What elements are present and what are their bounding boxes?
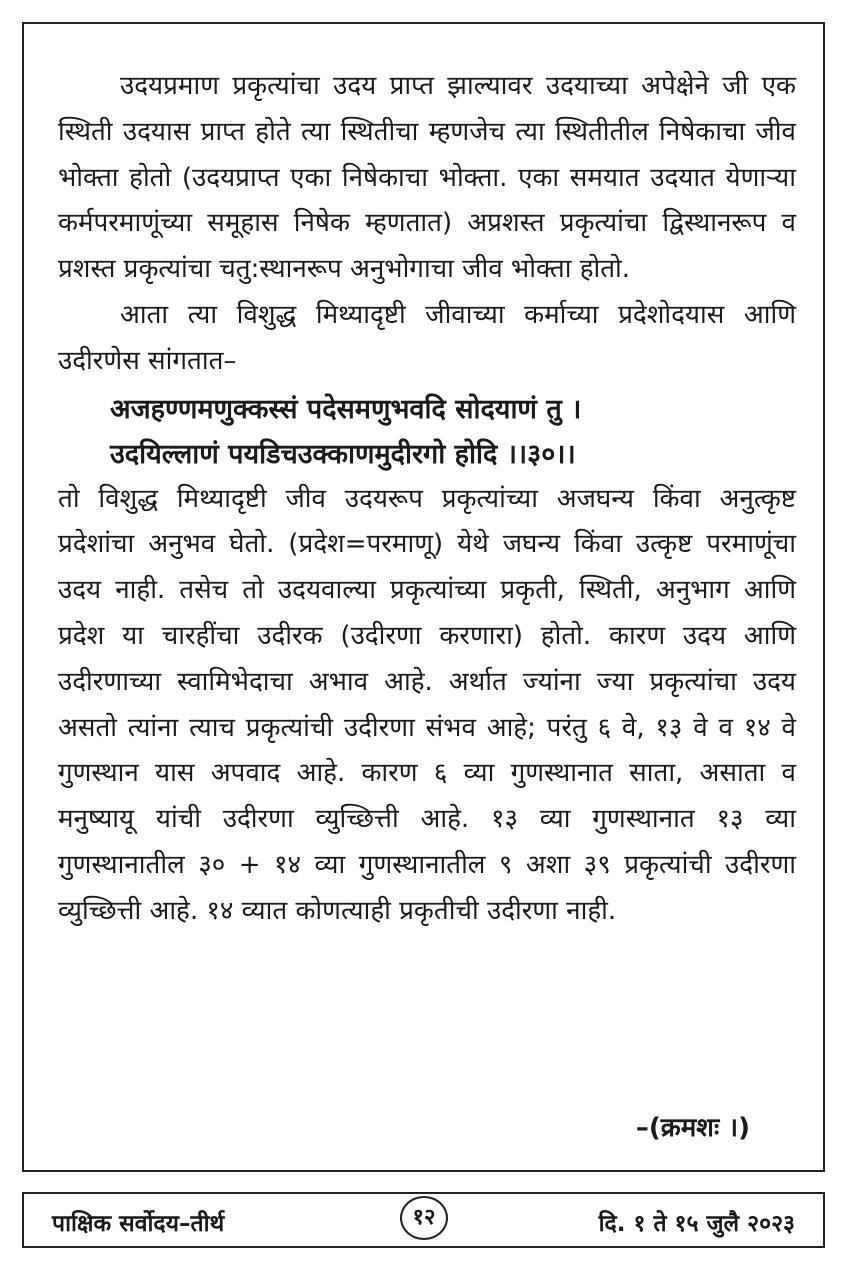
verse-line-2: उदयिल्लाणं पयडिचउक्काणमुदीरगो होदि ।।३०।। <box>110 438 576 470</box>
content-frame <box>22 22 825 1172</box>
article-body <box>58 64 796 935</box>
verse <box>58 387 796 477</box>
continued-note: –(क्रमशः ।) <box>635 1113 750 1143</box>
paragraph-3: तो विशुद्ध मिथ्यादृष्टी जीव उदयरूप प्रकृत्यांच्या अजघन्य किंवा अनुत्कृष्ट प्रदेशांचा अनुभव घेतो. (प्रदेश=परमाणू) येथे जघन्य किंवा उत्कृष्ट परमाणूंचा उदय नाही. तसेच तो उदयवाल्या प्रकृत्यांच्या प्रकृती, स्थिती, अनुभाग आणि प्रदेश या चारहींचा उदीरक (उदीरणा करणारा) होतो. कारण उदय आणि उदीरणाच्या स्वामिभेदाचा अभाव आहे. अर्थात ज्यांना ज्या प्रकृत्यांचा उदय असतो त्यांना त्याच प्रकृत्यांची उदीरणा संभव आहे; परंतु ६ वे, १३ वे व १४ वे गुणस्थान यास अपवाद आहे. कारण ६ व्या गुणस्थानात साता, असाता व मनुष्यायू यांची उदीरणा व्युच्छित्ती आहे. १३ व्या गुणस्थानात १३ व्या गुणस्थानातील ३० + १४ व्या गुणस्थानातील ९ अशा ३९ प्रकृत्यांची उदीरणा व्युच्छित्ती आहे. १४ व्यात कोणत्याही प्रकृतीची उदीरणा नाही. <box>58 483 796 926</box>
paragraph-2: आता त्या विशुद्ध मिथ्यादृष्टी जीवाच्या कर्माच्या प्रदेशोदयास आणि उदीरणेस सांगतात– <box>58 299 796 376</box>
paragraph-1: उदयप्रमाण प्रकृत्यांचा उदय प्राप्त झाल्यावर उदयाच्या अपेक्षेने जी एक स्थिती उदयास प्राप्त होते त्या स्थितीचा म्हणजेच त्या स्थितीतील निषेकाचा जीव भोक्ता होतो (उदयप्राप्त एका निषेकाचा भोक्ता. एका समयात उदयात येणाऱ्या कर्मपरमाणूंच्या समूहास निषेक म्हणतात) अप्रशस्त प्रकृत्यांचा द्विस्थानरूप व प्रशस्त प्रकृत्यांचा चतु:स्थानरूप अनुभोगाचा जीव भोक्ता होतो. <box>58 71 796 285</box>
page-footer <box>22 1192 825 1248</box>
issue-date: दि. १ ते १५ जुलै २०२३ <box>598 1211 795 1237</box>
verse-line-1: अजहण्णमणुक्कस्सं पदेसमणुभवदि सोदयाणं तु । <box>110 393 582 425</box>
page-number: १२ <box>400 1196 448 1240</box>
publication-name: पाक्षिक सर्वोदय–तीर्थ <box>52 1211 225 1237</box>
